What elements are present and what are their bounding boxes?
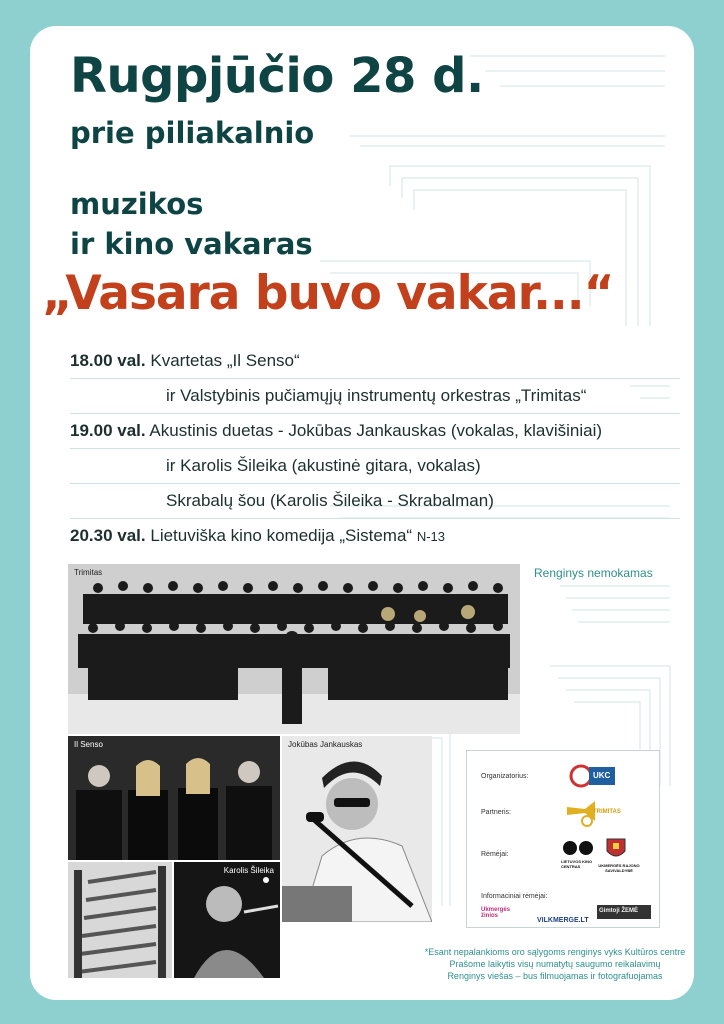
vilkmerge-logo-text: VILKMERGE.LT [537, 917, 589, 924]
quartet-caption: Il Senso [74, 740, 103, 749]
ukmerges-zinios-logo [481, 905, 525, 921]
rajonas-logo [598, 837, 640, 873]
schedule-text: ir Valstybinis pučiamųjų instrumentų orkestras „Trimitas“ [166, 386, 587, 405]
schedule-row [70, 519, 680, 553]
schedule-time: 19.00 val. [70, 421, 146, 440]
supporters-label: Rėmėjai: [481, 851, 509, 858]
quartet-photo [68, 736, 280, 860]
orchestra-caption: Trimitas [74, 568, 103, 577]
schedule-text: Lietuviška kino komedija „Sistema“ [150, 526, 413, 545]
filming-note: Renginys viešas – bus filmuojamas ir fotografuojamas [447, 971, 663, 981]
subtitle-line-1: muzikos [70, 187, 204, 221]
ukc-logo-text: UKC [593, 771, 611, 780]
orchestra-illustration [68, 564, 520, 734]
schedule-text: ir Karolis Šileika (akustinė gitara, vokalas) [166, 456, 481, 475]
schedule-time: 18.00 val. [70, 351, 146, 370]
quartet-illustration [68, 736, 280, 860]
karolis-illustration [174, 862, 280, 978]
karolis-photo [174, 862, 280, 978]
schedule-row [70, 379, 680, 414]
schedule-row [70, 449, 680, 484]
free-entry-note: Renginys nemokamas [534, 566, 653, 580]
schedule [70, 344, 680, 553]
event-name: „Vasara buvo vakar...“ [42, 266, 614, 321]
vilkmerge-logo [537, 909, 589, 927]
trimitas-logo [563, 797, 621, 832]
partners-label: Partneris: [481, 809, 511, 816]
organizers-label: Organizatorius: [481, 773, 529, 780]
event-date: Rugpjūčio 28 d. [70, 48, 484, 104]
washboard-photo [68, 862, 172, 978]
age-rating: N-13 [416, 529, 445, 544]
event-subtitle [70, 184, 313, 264]
safety-note: Prašome laikytis visų numatytų saugumo reikalavimų [449, 959, 661, 969]
trimitas-logo-text: TRIMITAS [593, 809, 621, 815]
weather-note: *Esant nepalankioms oro sąlygoms renginys vyks Kultūros centre [424, 947, 686, 957]
ltkc-logo-text: LIETUVOS KINO CENTRAS [561, 859, 593, 869]
poster-card [30, 26, 694, 1000]
footer-notes [424, 946, 686, 982]
ukc-logo [567, 761, 617, 796]
coat-of-arms-icon [605, 837, 627, 861]
karolis-caption: Karolis Šileika [223, 866, 274, 875]
info-sponsors-label: Informaciniai rėmėjai: [481, 893, 548, 900]
gimtoji-zeme-logo-text: Gimtoji ŽEMĖ [599, 908, 638, 914]
schedule-row [70, 414, 680, 449]
schedule-row [70, 344, 680, 379]
rajonas-logo-text: UKMERGĖS RAJONO SAVIVALDYBĖ [598, 863, 640, 873]
schedule-text: Skrabalų šou (Karolis Šileika - Skrabalman) [166, 491, 494, 510]
singer-caption: Jokūbas Jankauskas [288, 740, 363, 749]
schedule-text: Akustinis duetas - Jokūbas Jankauskas (vokalas, klavišiniai) [149, 421, 603, 440]
washboard-illustration [68, 862, 172, 978]
event-place: prie piliakalnio [70, 116, 315, 150]
sponsors-box [466, 750, 660, 928]
schedule-text: Kvartetas „Il Senso“ [150, 351, 300, 370]
ltkc-logo [561, 839, 595, 869]
singer-photo [282, 736, 432, 922]
singer-illustration [282, 736, 432, 922]
gimtoji-zeme-logo [597, 905, 651, 919]
schedule-row [70, 484, 680, 519]
schedule-time: 20.30 val. [70, 526, 146, 545]
ukmerges-zinios-logo-text: Ukmergės žinios [481, 907, 511, 919]
subtitle-line-2: ir kino vakaras [70, 227, 313, 261]
orchestra-photo [68, 564, 520, 734]
